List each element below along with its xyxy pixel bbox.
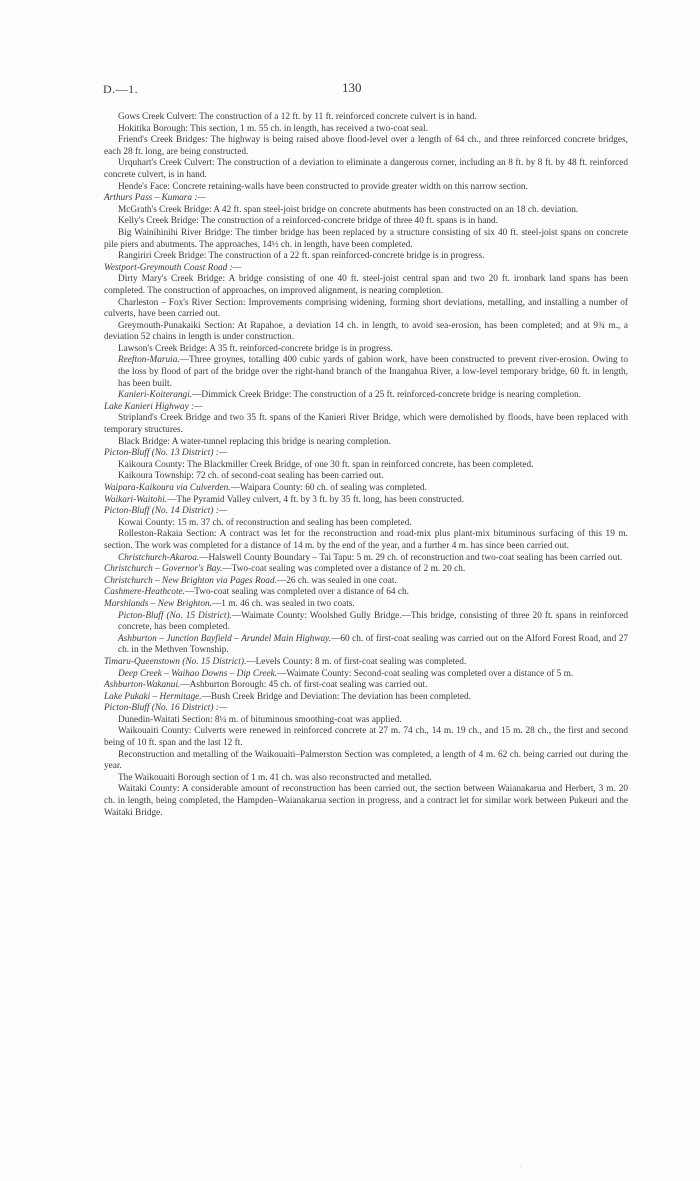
section-text: —Dimmick Creek Bridge: The construction of a 25 ft. reinforced-concrete bridge is nearing completion.	[192, 390, 582, 401]
section-heading: Lake Kanieri Highway :—	[104, 401, 203, 412]
section-text: —The Pyramid Valley culvert, 4 ft. by 3 ft. by 35 ft. long, has been constructed.	[167, 494, 465, 505]
paragraph: Urquhart's Creek Culvert: The construction of a deviation to eliminate a dangerous corner, including an 8 ft. by 8 ft. by 48 ft. reinforced concrete culvert, is in hand.	[104, 158, 628, 180]
paragraph: Kaikoura Township: 72 ch. of second-coat sealing has been carried out.	[118, 471, 384, 482]
section-heading: Reefton-Maruia.	[118, 355, 180, 366]
section-heading: Marshlands – New Brighton.	[104, 598, 212, 609]
section-entry	[104, 634, 628, 657]
section-text: —Waimate County: Woolshed Gully Bridge.—This bridge, consisting of three 20 ft. spans in reinforced concrete, has been completed.	[118, 610, 628, 633]
paragraph: Friend's Creek Bridges: The highway is being raised above flood-level over a length of 64 ch., and three reinforced concrete bridges, each 28 ft. long, are being constructed.	[104, 135, 628, 157]
section-heading: Waikari-Waitohi.	[104, 494, 168, 505]
section-heading: Deep Creek – Waihao Downs – Dip Creek.	[118, 668, 278, 679]
section-entry	[104, 692, 628, 704]
scan-speck: ·	[520, 1162, 523, 1171]
paragraph: Dirty Mary's Creek Bridge: A bridge consisting of one 40 ft. steel-joist central span and two 20 ft. ironbark land spans has been completed. The construction of approaches, on improved alignment, is nearing completion.	[104, 274, 628, 296]
paragraph: Kaikoura County: The Blackmiller Creek Bridge, of one 30 ft. span in reinforced concrete, has been completed.	[118, 459, 534, 470]
section-heading: Kanieri-Koiterangi.	[118, 390, 193, 401]
section-entry	[104, 657, 628, 669]
section-text: —26 ch. was sealed in one coat.	[276, 575, 397, 586]
section-entry	[104, 576, 628, 588]
document-body	[104, 112, 628, 819]
section-entry	[104, 669, 628, 681]
section-entry	[104, 680, 628, 692]
section-text: —Two-coat sealing was completed over a distance of 64 ch.	[184, 587, 409, 598]
section-text: —Three groynes, totalling 400 cubic yards of gabion work, have been constructed to prevent river-erosion. Owing to the loss by flood of part of the bridge over the right-hand branch of the Inangahua River, a low-level temporary bridge, 60 ft. in length, has been built.	[118, 355, 628, 389]
section-entry	[104, 483, 628, 495]
section-heading: Ashburton – Junction Bayfield – Arundel Main Highway.	[118, 633, 332, 644]
paragraph: Greymouth-Punakaiki Section: At Rapahoe, a deviation 14 ch. in length, to avoid sea-erosion, has been completed; and at 9¾ m., a deviation 52 chains in length is under construction.	[104, 320, 628, 343]
section-text: —Waimate County: Second-coat sealing was completed over a distance of 5 m.	[277, 668, 574, 679]
paragraph: Reconstruction and metalling of the Waikouaiti–Palmerston Section was completed, a length of 4 m. 62 ch. being carried out during the year.	[104, 749, 628, 772]
paragraph: Gows Creek Culvert: The construction of a 12 ft. by 11 ft. reinforced concrete culvert is in hand.	[118, 112, 477, 122]
paragraph: Waikouaiti County: Culverts were renewed in reinforced concrete at 27 m. 74 ch., 14 m. 19 ch., and 15 m. 28 ch., the first and second being of 10 ft. span and the last 12 ft.	[104, 726, 628, 749]
section-heading: Picton-Bluff (No. 15 District).	[118, 610, 232, 621]
section-heading: Lake Pukaki – Hermitage.	[104, 691, 202, 702]
paragraph: Stripland's Creek Bridge and two 35 ft. spans of the Kanieri River Bridge, which were demolished by floods, have been replaced with temporary structures.	[104, 413, 628, 436]
section-heading: Ashburton-Wakanui.	[104, 680, 181, 691]
section-heading: Picton-Bluff (No. 13 District) :—	[104, 448, 228, 459]
section-text: —Bush Creek Bridge and Deviation: The deviation has been completed.	[201, 691, 471, 702]
paragraph: Hokitika Borough: This section, 1 m. 55 ch. in length, has received a two-coat seal.	[118, 123, 428, 134]
section-heading: Cashmere-Heathcote.	[104, 587, 185, 598]
paragraph: McGrath's Creek Bridge: A 42 ft. span steel-joist bridge on concrete abutments has been constructed on an 18 ch. deviation.	[118, 204, 579, 215]
section-heading: Christchurch – Governor's Bay.	[104, 564, 223, 575]
section-entry	[104, 564, 628, 576]
section-heading: Christchurch – New Brighton via Pages Road.	[104, 575, 277, 586]
section-heading: Picton-Bluff (No. 16 District) :—	[104, 703, 228, 714]
paragraph: Rangiriri Creek Bridge: The construction of a 22 ft. span reinforced-concrete bridge is in progress.	[118, 251, 485, 262]
section-entry	[104, 611, 628, 634]
paragraph: Waitaki County: A considerable amount of reconstruction has been carried out, the section between Waianakarua and Herbert, 3 m. 20 ch. in length, being completed, the Hampden–Waianakarua section in progress, and a contract let for similar work between Pukeuri and the Waitaki Bridge.	[104, 784, 628, 818]
paragraph: Rolleston-Rakaia Section: A contract was let for the reconstruction and road-mix plus plant-mix bituminous surfacing of this 19 m. section. The work was completed for a distance of 14 m. by the end of the year, and a further 4 m. has since been carried out.	[104, 529, 628, 551]
page-number: 130	[342, 80, 362, 95]
paragraph: Hende's Face: Concrete retaining-walls have been constructed to provide greater width on this narrow section.	[118, 181, 528, 192]
section-entry	[104, 599, 628, 611]
section-heading: Westport-Greymouth Coast Road :—	[104, 262, 241, 273]
section-text: —Levels County: 8 m. of first-coat sealing was completed.	[246, 656, 467, 667]
section-heading: Picton-Bluff (No. 14 District) :—	[104, 506, 228, 517]
section-heading: Arthurs Pass – Kumara :—	[104, 193, 206, 204]
section-text: —Ashburton Borough: 45 ch. of first-coat sealing was carried out.	[180, 680, 428, 691]
section-heading: Waipara-Kaikoura via Culverden.	[104, 483, 231, 493]
section-text: —1 m. 46 ch. was sealed in two coats.	[211, 598, 355, 609]
section-heading: Timaru-Queenstown (No. 15 District).	[104, 656, 247, 667]
section-text: —60 ch. of first-coat sealing was carried out on the Alford Forest Road, and 27 ch. in the Methven Township.	[118, 633, 628, 656]
paragraph: Lawson's Creek Bridge: A 35 ft. reinforced-concrete bridge is in progress.	[118, 343, 393, 354]
paragraph: The Waikouaiti Borough section of 1 m. 41 ch. was also reconstructed and metalled.	[118, 772, 432, 783]
paragraph: Dunedin-Waitati Section: 8¼ m. of bituminous smoothing-coat was applied.	[118, 714, 402, 725]
section-entry	[104, 587, 628, 599]
section-entry	[104, 495, 628, 507]
paragraph: Charleston – Fox's River Section: Improvements comprising widening, forming short deviations, metalling, and installing a number of culverts, have been carried out.	[104, 297, 628, 320]
section-entry	[104, 390, 628, 402]
section-text: —Waipara County: 60 ch. of sealing was completed.	[230, 483, 427, 493]
document-reference: D.—1.	[103, 82, 139, 96]
paragraph: Kowai County: 15 m. 37 ch. of reconstruction and sealing has been completed.	[118, 517, 412, 528]
paragraph: Black Bridge: A water-tunnel replacing this bridge is nearing completion.	[118, 436, 391, 447]
section-text: —Halswell County Boundary – Tai Tapu: 5 m. 29 ch. of reconstruction and two-coat sealing has been carried out.	[199, 552, 623, 563]
section-text: —Two-coat sealing was completed over a distance of 2 m. 20 ch.	[222, 564, 466, 575]
paragraph: Kelly's Creek Bridge: The construction of a reinforced-concrete bridge of three 40 ft. spans is in hand.	[118, 216, 498, 227]
paragraph: Big Wainihinihi River Bridge: The timber bridge has been replaced by a structure consisting of six 40 ft. steel-joist spans on concrete pile piers and abutments. The approaches, 14½ ch. in length, have been completed.	[104, 227, 628, 250]
section-entry	[104, 553, 628, 565]
section-entry	[104, 355, 628, 390]
section-heading: Christchurch-Akaroa.	[118, 552, 200, 563]
